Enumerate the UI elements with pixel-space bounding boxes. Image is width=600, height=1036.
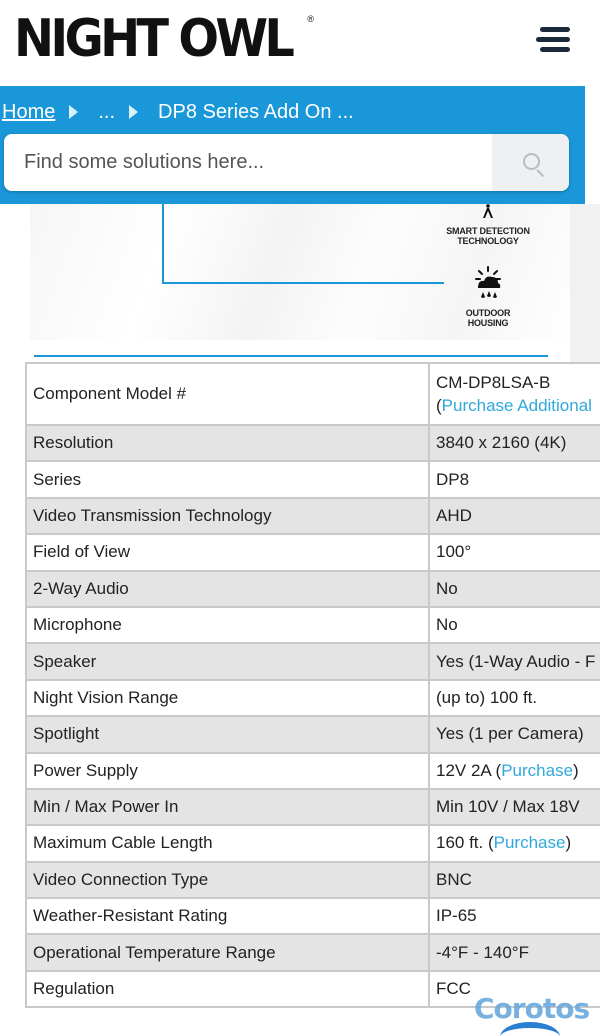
table-row (26, 425, 600, 461)
table-row (26, 934, 600, 970)
table-row (26, 534, 600, 570)
spec-value: DP8 (429, 461, 600, 497)
table-row (26, 862, 600, 898)
table-row (26, 753, 600, 789)
spec-label: Component Model # (26, 363, 429, 425)
spec-value: 3840 x 2160 (4K) (429, 425, 600, 461)
spec-label: Power Supply (26, 753, 429, 789)
table-row (26, 789, 600, 825)
search-bar (4, 134, 569, 191)
spec-value: Yes (1-Way Audio - F (429, 643, 600, 679)
spec-value: 160 ft. (Purchase) (429, 825, 600, 861)
chevron-right-icon (129, 105, 138, 119)
spec-label: Microphone (26, 607, 429, 643)
table-row (26, 363, 600, 425)
table-row (26, 825, 600, 861)
spec-value: Min 10V / Max 18V (429, 789, 600, 825)
spec-label: Operational Temperature Range (26, 934, 429, 970)
spec-value: IP-65 (429, 898, 600, 934)
spec-label: Field of View (26, 534, 429, 570)
weather-cloud-rain-icon (474, 266, 502, 306)
spec-label: Video Connection Type (26, 862, 429, 898)
callout-line (162, 282, 444, 284)
spec-value: CM-DP8LSA-B (Purchase Additional (429, 363, 600, 425)
night-owl-logo[interactable] (14, 8, 314, 74)
purchase-additional-link[interactable]: Purchase Additional (441, 395, 592, 415)
breadcrumb-current: DP8 Series Add On ... (158, 100, 354, 123)
chevron-right-icon (69, 105, 78, 119)
spec-label: 2-Way Audio (26, 571, 429, 607)
spec-value: AHD (429, 498, 600, 534)
spec-label: Maximum Cable Length (26, 825, 429, 861)
top-header (0, 0, 600, 86)
search-input[interactable] (4, 134, 492, 191)
spec-value: No (429, 607, 600, 643)
callout-line (162, 204, 164, 284)
spec-value: 12V 2A (Purchase) (429, 753, 600, 789)
spec-label: Spotlight (26, 716, 429, 752)
purchase-power-supply-link[interactable]: Purchase (501, 760, 574, 780)
spec-label: Video Transmission Technology (26, 498, 429, 534)
spec-label: Night Vision Range (26, 680, 429, 716)
table-row (26, 571, 600, 607)
spec-label: Weather-Resistant Rating (26, 898, 429, 934)
table-row (26, 680, 600, 716)
spec-value: No (429, 571, 600, 607)
corotos-watermark: Corotos (474, 992, 590, 1025)
table-row (26, 898, 600, 934)
spec-label: Min / Max Power In (26, 789, 429, 825)
feature-label: SMART DETECTION TECHNOLOGY (446, 226, 530, 246)
purchase-cable-link[interactable]: Purchase (493, 833, 566, 853)
logo-text: NIGHT OWL (14, 9, 292, 69)
spec-label: Series (26, 461, 429, 497)
spec-label: Resolution (26, 425, 429, 461)
table-row (26, 498, 600, 534)
spec-value: BNC (429, 862, 600, 898)
breadcrumb (2, 96, 354, 128)
section-divider (34, 355, 548, 357)
spec-value: -4°F - 140°F (429, 934, 600, 970)
specifications-table (25, 362, 600, 1008)
table-row (26, 607, 600, 643)
hamburger-icon[interactable] (536, 22, 574, 58)
table-row (26, 643, 600, 679)
search-icon (523, 153, 540, 170)
feature-smart-detection (438, 204, 538, 246)
spec-value: 100° (429, 534, 600, 570)
spec-value: FCC (429, 971, 600, 1007)
breadcrumb-ellipsis[interactable]: ... (98, 100, 116, 123)
spec-value: Yes (1 per Camera) (429, 716, 600, 752)
feature-outdoor-housing (438, 266, 538, 328)
table-row (26, 461, 600, 497)
table-row (26, 716, 600, 752)
feature-label: OUTDOOR HOUSING (465, 308, 511, 328)
spec-label: Speaker (26, 643, 429, 679)
spec-value: (up to) 100 ft. (429, 680, 600, 716)
spec-label: Regulation (26, 971, 429, 1007)
search-button[interactable] (492, 134, 569, 191)
breadcrumb-home-link[interactable]: Home (2, 100, 56, 123)
logo-registered-mark: ® (307, 14, 314, 24)
person-detection-icon (478, 204, 498, 220)
